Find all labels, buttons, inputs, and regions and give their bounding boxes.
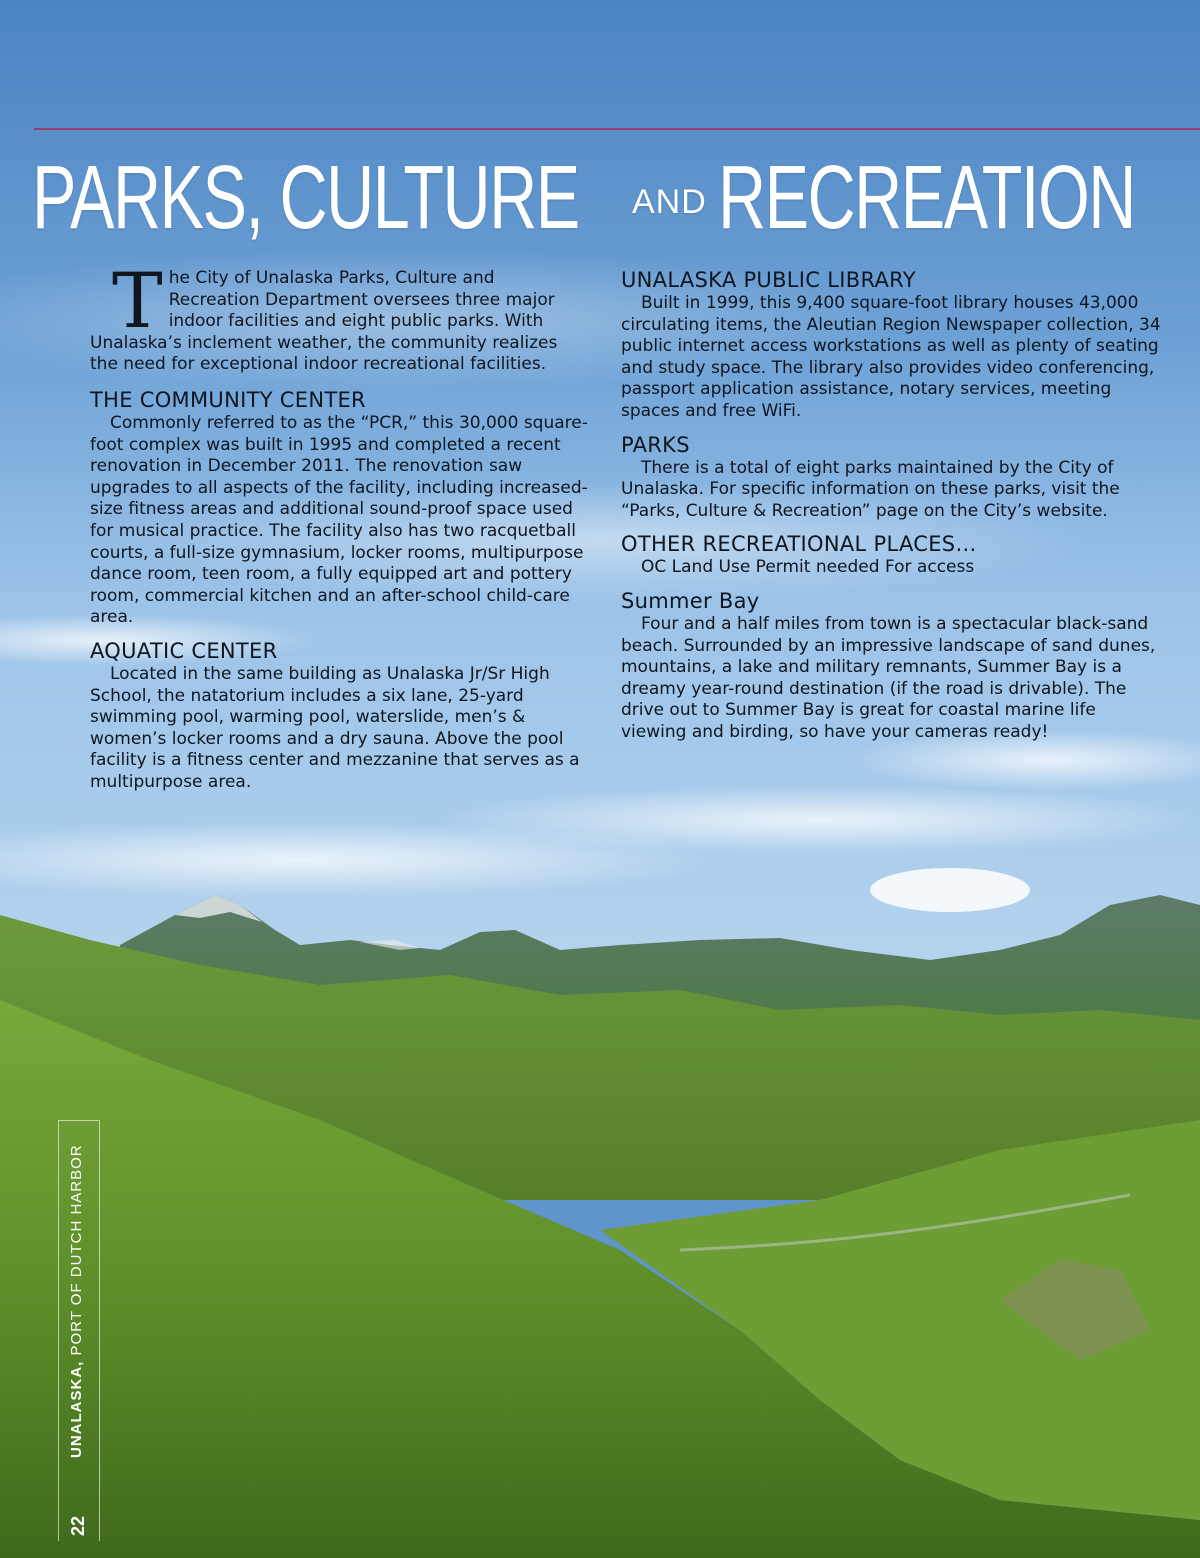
section-heading: OTHER RECREATIONAL PLACES…	[621, 532, 977, 557]
section-community-center	[90, 388, 590, 629]
section-heading: UNALASKA PUBLIC LIBRARY	[621, 268, 916, 292]
publication-name	[68, 1144, 85, 1458]
section-parks	[621, 433, 1161, 523]
page-title	[32, 148, 1172, 248]
section-heading: Summer Bay	[621, 588, 760, 613]
drop-cap: T	[112, 256, 163, 345]
right-column	[621, 268, 1161, 744]
left-column	[90, 256, 590, 793]
section-body: OC Land Use Permit needed For access	[641, 557, 975, 578]
section-other-places	[621, 532, 1161, 579]
section-body: Built in 1999, this 9,400 square-foot library houses 43,000 circulating items, the Aleutian Region Newspaper collection, 34 public internet access workstations as well as plenty of seating and study space. The library also provides video conferencing, passport application assistance, notary services, meeting spaces and free WiFi.	[621, 293, 1161, 421]
section-heading: THE COMMUNITY CENTER	[90, 387, 366, 412]
section-body: Four and a half miles from town is a spectacular black-sand beach. Surrounded by an impressive landscape of sand dunes, mountains, a lake and military remnants, Summer Bay is a dreamy year-round destination (if the road is drivable). The drive out to Summer Bay is great for coastal marine life viewing and birding, so have your cameras ready!	[621, 613, 1156, 742]
section-body: Located in the same building as Unalaska Jr/Sr High School, the natatorium includes a six lane, 25-yard swimming pool, warming pool, waterslide, men’s & women’s locker rooms and a dry sauna. Above the pool facility is a fitness center and mezzanine that serves as a multipurpose area.	[90, 663, 580, 792]
section-body: There is a total of eight parks maintained by the City of Unalaska. For specific information on these parks, visit the “Parks, Culture & Recreation” page on the City’s website.	[621, 457, 1120, 521]
title-part-1: PARKS, CULTURE	[32, 148, 579, 248]
page-number: 22	[68, 1515, 88, 1536]
publication-name-rest: PORT OF DUTCH HARBOR	[68, 1144, 85, 1361]
section-public-library	[621, 268, 1161, 423]
top-rule	[34, 128, 1200, 130]
section-body: Commonly referred to as the “PCR,” this 30,000 square-foot complex was built in 1995 and completed a recent renovation in December 2011. The renovation saw upgrades to all aspects of the facility, including increased-size fitness areas and additional sound-proof space used for musical practice. The facility also has two racquetball courts, a full-size gymnasium, locker rooms, multipurpose dance room, teen room, a fully equipped art and pottery room, commercial kitchen and an after-school child-care area.	[90, 412, 588, 628]
section-heading: PARKS	[621, 432, 690, 457]
title-connector: AND	[632, 183, 707, 221]
section-aquatic-center	[90, 639, 590, 794]
publication-name-bold: UNALASKA,	[68, 1360, 85, 1458]
section-summer-bay	[621, 589, 1161, 744]
title-part-2: RECREATION	[718, 148, 1135, 248]
intro-paragraph	[90, 256, 590, 376]
intro-text: he City of Unalaska Parks, Culture and Recreation Department oversees three major indoor facilities and eight public parks. With Unalaska’s inclement weather, the community realizes the need for exceptional indoor recreational facilities.	[90, 268, 558, 375]
section-heading: AQUATIC CENTER	[90, 638, 278, 663]
